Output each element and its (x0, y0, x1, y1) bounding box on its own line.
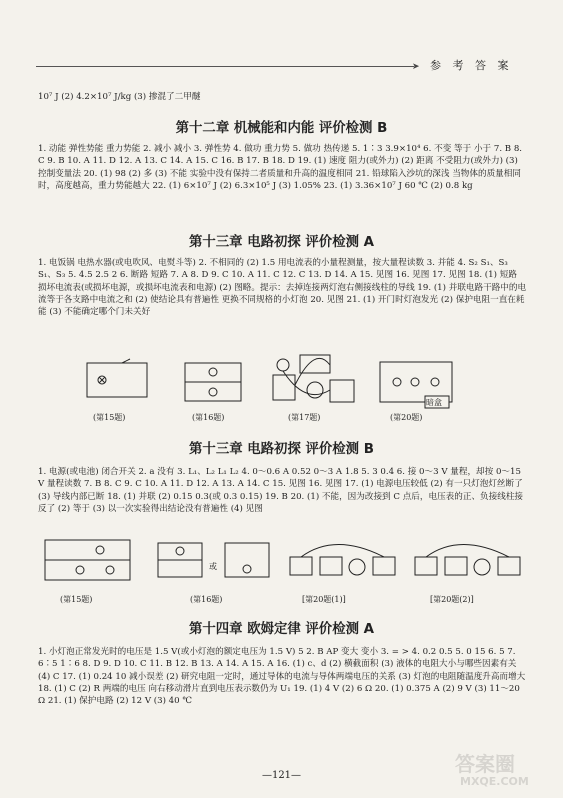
caption-20b-1: [第20题(1)] (302, 595, 346, 604)
page-number: —121— (261, 770, 302, 781)
caption-17a: (第17题) (288, 413, 321, 422)
header-label: 参 考 答 案 (430, 59, 513, 72)
apparatus-figure-17a (265, 335, 360, 410)
caption-15b: (第15题) (60, 595, 93, 604)
section-body-ch13a: 1. 电饭锅 电热水器(或电吹风、电熨斗等) 2. 不相同的 (2) 1.5 用电流表的小量程测量，按大量程读数 3. 并能 4. S₂ S₁、S₃ S₁、S₃ 5. 4.5 2.5 2 6. 断路 短路 7. A 8. D 9. C 10. A 11. C 12. C 13. D 14. A 15. 见图 16. 见图 17. 见图 18. (1) 短路 损坏电流表(或损坏电源，或损坏电流表和电源) (2) 图略。提示：去掉连接两灯泡右侧接线柱的导线 19. (1) 并联电路干路中的电流等于各支路中电流之和 (2) 使结论具有普遍性 更换不同规格的小灯泡 20. 见图 21. (1) 开门时灯泡发光 (2) 保护电阻一直在耗能 (3) 不能确定哪个门未关好 (38, 258, 527, 318)
circuit-figure-15a (82, 358, 152, 402)
caption-20a: (第20题) (390, 413, 423, 422)
circuit-figure-16b-left (155, 540, 205, 580)
or-label: 或 (209, 562, 217, 571)
apparatus-figure-20b-2 (410, 532, 525, 592)
section-title-ch12b: 第十二章 机械能和内能 评价检测 B (175, 121, 388, 136)
circuit-figure-20a (377, 354, 457, 409)
caption-16a: (第16题) (192, 413, 225, 422)
caption-15a: (第15题) (93, 413, 126, 422)
header-arrow-icon: ➤ (412, 62, 420, 72)
watermark-logo: 答案圈 (455, 752, 515, 776)
section-title-ch14a: 第十四章 欧姆定律 评价检测 A (188, 622, 375, 637)
caption-20b-2: [第20题(2)] (430, 595, 474, 604)
section-body-ch12b: 1. 动能 弹性势能 重力势能 2. 减小 减小 3. 弹性势 4. 做功 重力势 5. 做功 热传递 5. 1∶3 3.9×10⁴ 6. 不变 等于 小于 7. B 8. C 9. B 10. A 11. D 12. A 13. C 14. A 15. C 16. B 17. B 18. D 19. (1) 速度 阻力(或外力) (2) 距离 不受阻力(或外力) (3) 控制变量法 20. (1) 98 (2) 多 (3) 不能 实验中没有保持二者质量和升高的温度相同 21. 铅球陷入沙坑的深浅 当物体的质量相同时，高度越高，重力势能越大 22. (1) 6×10⁷ J (2) 6.3×10⁵ J (3) 1.05% 23. (1) 3.36×10⁷ J 60 ℃ (2) 0.8 kg (38, 144, 523, 191)
caption-16b: (第16题) (190, 595, 223, 604)
apparatus-figure-20b-1 (285, 532, 400, 592)
circuit-figure-16b-right (222, 540, 272, 580)
intro-text: 10⁷ J (2) 4.2×10⁷ J/kg (3) 掺混了二甲醚 (38, 92, 201, 102)
section-title-ch13a: 第十三章 电路初探 评价检测 A (188, 235, 375, 250)
circuit-figure-16a (180, 358, 246, 406)
circuit-figure-15b (40, 535, 135, 585)
watermark-url: MXQE.COM (460, 775, 529, 788)
section-body-ch14a: 1. 小灯泡正常发光时的电压是 1.5 V(或小灯泡的额定电压为 1.5 V) 5 2. B AP 变大 变小 3. = > 4. 0.2 0.5 5. 0 15 6. 5 7. 6∶5 1∶6 8. D 9. D 10. C 11. B 12. B 13. A 14. A 15. A 16. (1) c、d (2) 横截面积 (3) 液体的电阻大小与哪些因素有关 (4) C 17. (1) 0.24 10 减小误差 (2) 研究电阻一定时，通过导体的电流与导体两端电压的关系 (3) 灯泡的电阻随温度升高而增大 18. (1) C (2) R 两端的电压 向右移动滑片直到电压表示数仍为 U₁ 19. (1) 4 V (2) 6 Ω 20. (1) 0.375 A (2) 9 V (3) 11～20 Ω 21. (1) 保护电路 (2) 12 V (3) 40 ℃ (38, 647, 526, 707)
section-title-ch13b: 第十三章 电路初探 评价检测 B (189, 442, 374, 457)
section-body-ch13b: 1. 电源(或电池) 闭合开关 2. a 没有 3. L₁、L₂ L₁ L₂ 4. 0～0.6 A 0.52 0～3 A 1.8 5. 3 0.4 6. 接 0～3 V 量程，却按 0～15 V 量程读数 7. B 8. C 9. C 10. A 11. D 12. A 13. A 14. C 15. 见图 16. 见图 17. (1) 电源电压较低 (2) 有一只灯泡灯丝断了 (3) 导线内部已断 18. (1) 并联 (2) 0.15 0.3(或 0.3 0.15) 19. B 20. (1) 不能，因为改接到 C 点后，电压表的正、负接线柱接反了 (2) 等于 (3) 以一次实验得出结论没有普遍性 (4) 见图 (38, 467, 524, 514)
header-rule (36, 66, 414, 67)
black-box-label: 暗盒 (426, 398, 442, 407)
